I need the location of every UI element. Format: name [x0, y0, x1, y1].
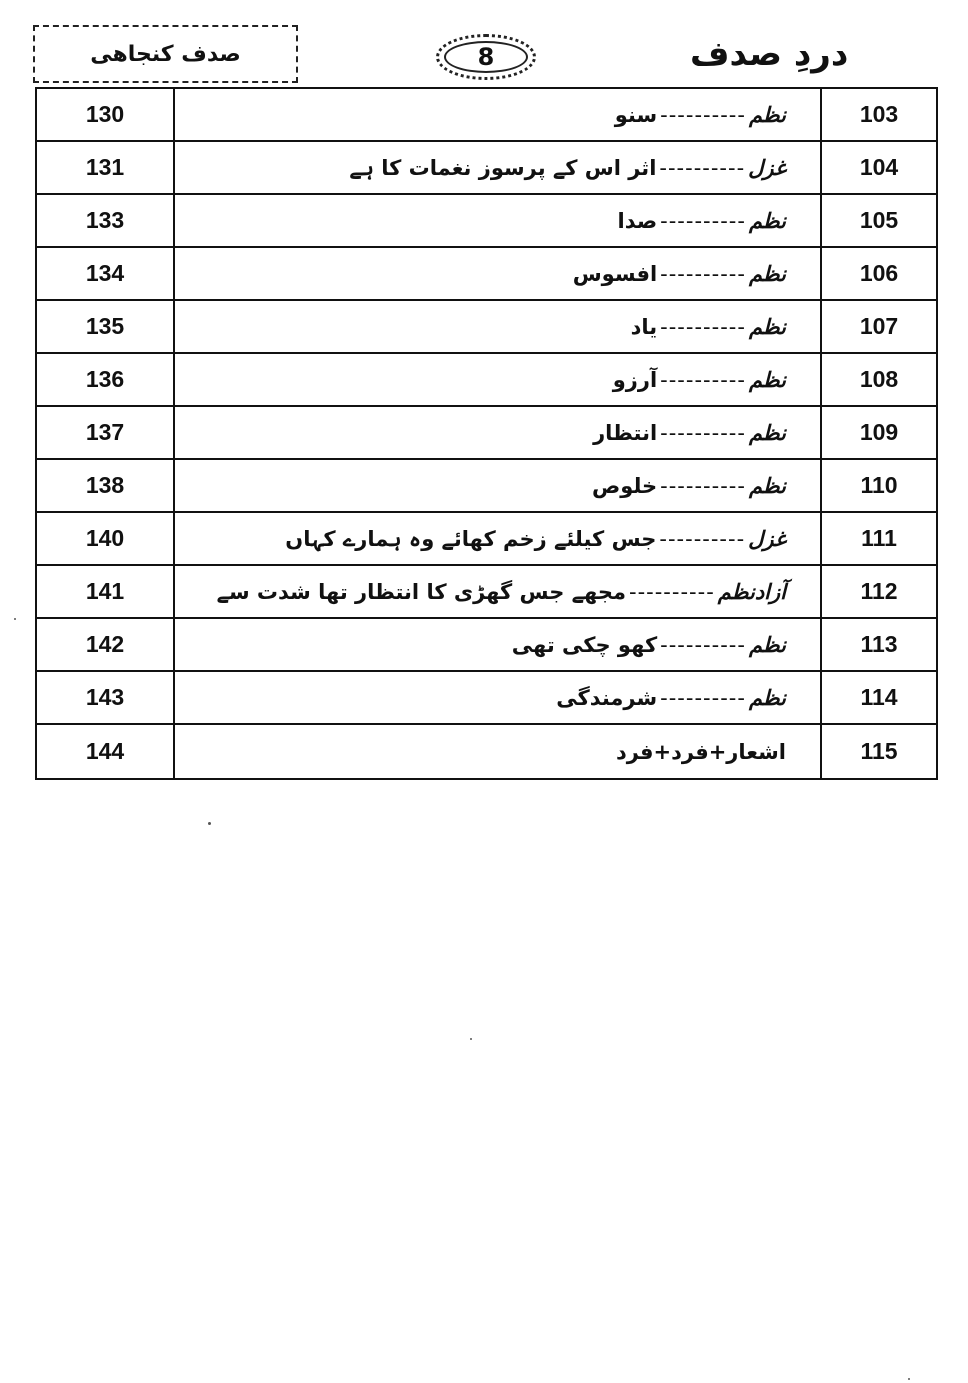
poem-title: اثر اس کے پرسوز نغمات کا ہے	[349, 155, 657, 180]
table-row	[37, 89, 936, 142]
scan-speck	[14, 618, 16, 620]
dash-leader: ----------	[660, 685, 746, 710]
page-number-cell: 134	[37, 248, 175, 299]
table-row	[37, 142, 936, 195]
poem-title: خلوص	[592, 473, 658, 498]
table-row	[37, 513, 936, 566]
genre-label: غزل	[748, 155, 786, 180]
scan-speck	[908, 1378, 910, 1380]
genre-label: نظم	[748, 473, 786, 498]
genre-label: غزل	[748, 526, 786, 551]
entry-title-cell	[175, 619, 822, 670]
entry-number-cell: 110	[860, 472, 898, 498]
dash-leader: ----------	[660, 420, 746, 445]
entry-number-cell: 106	[859, 260, 899, 286]
poem-title: اشعار+فرد+فرد	[615, 739, 786, 764]
entry-number-cell: 103	[859, 101, 899, 127]
genre-label: نظم	[748, 632, 786, 657]
dash-leader: ----------	[660, 473, 746, 498]
table-row	[37, 619, 936, 672]
dash-leader: ----------	[629, 579, 715, 604]
entry-title-cell	[175, 195, 822, 246]
entry-title-cell	[175, 566, 822, 617]
dash-leader: ----------	[659, 526, 746, 551]
page-number-cell: 137	[37, 407, 175, 458]
entry-title-cell	[175, 301, 822, 352]
poem-title: سنو	[614, 102, 658, 127]
page-number-cell: 133	[37, 195, 175, 246]
dash-leader: ----------	[660, 261, 746, 286]
page-number-cell: 141	[37, 566, 175, 617]
genre-label: آزادنظم	[717, 579, 786, 604]
genre-label: نظم	[748, 102, 786, 127]
entry-number-cell: 108	[859, 366, 899, 392]
table-row	[37, 566, 936, 619]
entry-title-cell	[175, 354, 822, 405]
table-row	[37, 672, 936, 725]
page-number-cell: 138	[37, 460, 175, 511]
entry-number-cell: 112	[860, 578, 898, 604]
page-number-cell: 136	[37, 354, 175, 405]
dash-leader: ----------	[659, 155, 746, 180]
poem-title: صدا	[617, 208, 658, 233]
scan-speck	[208, 822, 211, 825]
entry-title-cell	[175, 672, 822, 723]
dash-leader: ----------	[660, 632, 746, 657]
page-number-cell: 142	[37, 619, 175, 670]
poem-title: جس کیلئے زخم کھائے وہ ہمارے کہاں	[285, 526, 657, 551]
entry-number-cell: 111	[861, 525, 897, 551]
dash-leader: ----------	[660, 102, 746, 127]
entry-title-cell	[175, 513, 822, 564]
entry-number-cell: 113	[860, 631, 898, 657]
table-row	[37, 354, 936, 407]
page-number-cell: 131	[37, 142, 175, 193]
genre-label: نظم	[748, 367, 786, 392]
entry-number-cell: 104	[859, 154, 899, 180]
genre-label: نظم	[748, 208, 786, 233]
page-number-cell: 143	[37, 672, 175, 723]
entry-number-cell: 115	[860, 738, 898, 764]
entry-number-cell: 105	[859, 207, 899, 233]
entry-title-cell	[175, 460, 822, 511]
table-row	[37, 248, 936, 301]
dash-leader: ----------	[660, 314, 746, 339]
entry-number-cell: 114	[860, 684, 898, 710]
poem-title: کھو چکی تھی	[511, 632, 658, 657]
book-title: دردِ صدف	[690, 34, 849, 74]
entry-title-cell	[175, 142, 822, 193]
table-row	[37, 195, 936, 248]
table-row	[37, 301, 936, 354]
genre-label: نظم	[748, 314, 786, 339]
poem-title: شرمندگی	[556, 685, 658, 710]
poem-title: انتظار	[593, 420, 658, 445]
entry-title-cell	[175, 407, 822, 458]
entry-number-cell: 109	[859, 419, 899, 445]
table-row	[37, 407, 936, 460]
poem-title: آرزو	[612, 367, 658, 392]
page-number: 8	[444, 41, 528, 73]
poem-title: مجھے جس گھڑی کا انتظار تھا شدت سے	[216, 579, 626, 604]
entry-title-cell	[175, 725, 822, 778]
author-name: صدف کنجاھی	[90, 41, 241, 67]
page-number-cell: 130	[37, 89, 175, 140]
scan-speck	[470, 1038, 472, 1040]
page-number-badge	[436, 34, 536, 80]
page-number-cell: 144	[37, 725, 175, 778]
page-header	[0, 0, 968, 88]
genre-label: نظم	[748, 685, 786, 710]
dash-leader: ----------	[660, 367, 746, 392]
entry-title-cell	[175, 89, 822, 140]
dash-leader: ----------	[660, 208, 746, 233]
poem-title: یاد	[630, 314, 658, 339]
poem-title: افسوس	[572, 261, 658, 286]
table-of-contents	[35, 87, 938, 780]
author-name-box	[33, 25, 298, 83]
entry-number-cell: 107	[859, 313, 899, 339]
table-row	[37, 725, 936, 778]
page-number-cell: 135	[37, 301, 175, 352]
page-number-cell: 140	[37, 513, 175, 564]
genre-label: نظم	[748, 261, 786, 286]
genre-label: نظم	[748, 420, 786, 445]
table-row	[37, 460, 936, 513]
entry-title-cell	[175, 248, 822, 299]
